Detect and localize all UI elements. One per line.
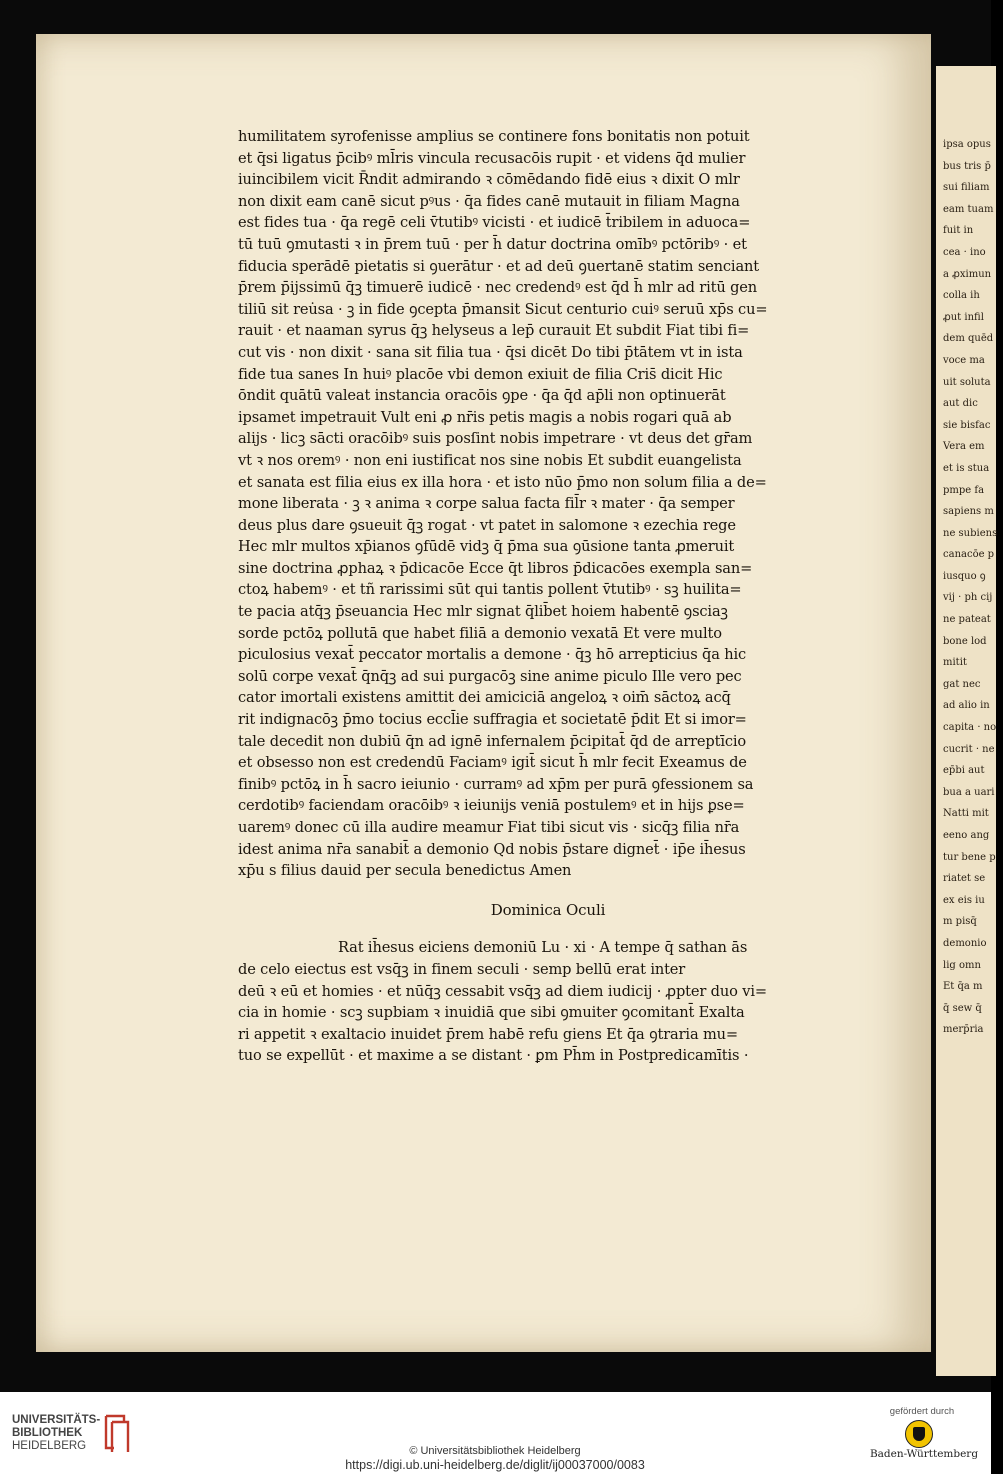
text-line: et sanata est filia eius ex illa hora · et isto nūo p̄mo non solum filia a de= xyxy=(238,473,767,491)
text-line: voce ma xyxy=(943,354,985,366)
text-line: fiducia sperādē pietatis si ꝯuerātur · et ad deū ꝯuertanē statim senciant xyxy=(238,257,759,275)
text-line: riatet se xyxy=(943,873,986,885)
paragraph-1 xyxy=(238,126,858,882)
text-line: et is stua xyxy=(943,462,990,474)
text-line: cucrit · ne xyxy=(943,743,995,755)
text-line: ōndit quātū valeat instancia oracōis ꝯpe · q̄a q̄d ap̄li non optinuerāt xyxy=(238,387,726,405)
text-line: a ꝓximun xyxy=(943,268,992,280)
text-line: m pisq̄ xyxy=(943,916,977,928)
text-line: dem quēd xyxy=(943,333,994,345)
text-line: ꝓut infil xyxy=(943,311,984,323)
logo-line-1: UNIVERSITÄTS- xyxy=(12,1414,101,1426)
text-line: sie bisfac xyxy=(943,419,991,431)
coat-of-arms-icon xyxy=(905,1420,933,1448)
text-line: est fides tua · q̄a regē celi v̄tutibꝰ vicisti · et iudicē t̄ribilem in aduoca= xyxy=(238,214,751,232)
logo-line-3: HEIDELBERG xyxy=(12,1440,87,1452)
text-line: uaremꝰ donec cū illa audire meamur Fiat tibi sicut vis · sicq̄ꝫ filia nr̄a xyxy=(238,819,740,836)
funder-name: Baden-Württemberg xyxy=(869,1448,979,1460)
text-line: piculosius vexat̄ peccator mortalis a demone · q̄ꝫ hō arrepticius q̄a hic xyxy=(238,646,747,664)
text-line: vij · ph cij xyxy=(943,592,993,604)
text-line: bua a uari xyxy=(943,786,995,798)
text-line: tale decedit non dubiū q̄n ad ignē infernalem p̄cipitat̄ q̄d de arreptīcio xyxy=(238,732,747,750)
text-line: ne pateat xyxy=(943,614,991,626)
text-line: fide tua sanes In huiꝰ placōe vbi demon exiuit de filia Cris̄ dicit Hic xyxy=(238,365,723,383)
text-line: humilitatem syrofenisse amplius se continere fons bonitatis non potuit xyxy=(238,128,750,145)
text-line: ctoꝝ habemꝰ · et tñ rarissimi sūt qui tantis pollent v̄tutibꝰ · sꝫ huilita= xyxy=(238,581,742,599)
text-line: Rat ih̄esus eiciens demoniū Lu · xi · A tempe q̄ sathan ās xyxy=(338,939,748,957)
text-line: Hec mlr multos xp̄ianos ꝯfūdē vidꝫ q̄ p̄ma sua ꝯūsione tanta ꝓmeruit xyxy=(238,538,735,556)
text-line: tiliū sit reu̇sa · ꝫ in fide ꝯcepta p̄mansit Sicut centurio cuiꝰ seruū xp̄s cu= xyxy=(238,300,768,318)
text-line: bus tris p̄ xyxy=(943,160,991,172)
text-line: cator imortali existens amittit dei amiciciā angeloꝝ ꝛ oim̄ sāctoꝝ acq̄ xyxy=(238,689,731,707)
text-line: ipsamet impetrauit Vult eni ꝓ nr̄is petis magis a nobis rogari quā ab xyxy=(238,408,732,426)
permalink-url[interactable]: https://digi.ub.uni-heidelberg.de/diglit/ij00037000/0083 xyxy=(345,1458,645,1472)
text-line: non dixit eam canē sicut pꝰus · q̄a fides canē mutauit in filiam Magna xyxy=(238,192,740,210)
text-line: fuit in xyxy=(943,225,974,237)
footer-credits xyxy=(280,1444,710,1472)
text-line: xp̄u s filius dauid per secula benedictus Amen xyxy=(238,862,572,880)
text-line: gat nec xyxy=(943,678,981,690)
text-line: alijs · licꝫ sācti oracōibꝰ suis posſint nobis impetrare · vt deus det gr̄am xyxy=(238,430,753,448)
text-line: tur bene p xyxy=(943,851,996,863)
text-line: tuo se expellūt · et maxime a se distant · ꝑm Ph̄m in Postpredicamītis · xyxy=(238,1047,749,1065)
text-line: iuincibilem vicit R̄ndit admirando ꝛ cōmēdando fidē eius ꝛ dixit O mlr xyxy=(238,171,740,189)
text-line: finibꝰ pctōꝝ in h̄ sacro ieiunio · curramꝰ ad xp̄m per purā ꝯfessionem sa xyxy=(238,775,754,793)
facing-page-text xyxy=(943,136,1003,1043)
text-line: et q̄si ligatus p̄cibꝰ ml̄ris vincula recusacōis rupit · et videns q̄d mulier xyxy=(238,149,746,167)
text-line: canacōe p xyxy=(943,549,995,561)
text-line: tū tuū ꝯmutasti ꝛ in p̄rem tuū · per h̄ datur doctrina omībꝰ pctōribꝰ · et xyxy=(238,235,747,253)
library-logo-icon xyxy=(102,1412,130,1452)
text-line: uit soluta xyxy=(943,376,991,388)
text-line: mitit xyxy=(943,657,967,669)
text-line: q̄ sew q̄ xyxy=(943,1002,982,1014)
text-line: deū ꝛ eū et homies · et nūq̄ꝫ cessabit vsq̄ꝫ ad diem iudicij · ꝓpter duo vi= xyxy=(238,982,767,1000)
text-line: eam tuam xyxy=(943,203,994,215)
text-line: et obsesso non est credendū Faciamꝰ igit̄ sicut h̄ mlr fecit Exeamus de xyxy=(238,754,747,772)
text-line: rauit · et naaman syrus q̄ꝫ helyseus a lep̄ curauit Et subdit Fiat tibi fi= xyxy=(238,322,750,340)
text-line: iusquo ꝯ xyxy=(943,570,986,582)
library-logo-text xyxy=(12,1414,102,1453)
text-line: deus plus dare ꝯsueuit q̄ꝫ rogat · vt patet in salomone ꝛ ezechia rege xyxy=(238,516,736,534)
text-line: sorde pctōꝝ pollutā que habet filiā a demonio vexatā Et vere multo xyxy=(238,624,722,642)
section-heading: Dominica Oculi xyxy=(490,900,606,919)
logo-line-2: BIBLIOTHEK xyxy=(12,1427,83,1439)
text-line: Vera em xyxy=(943,441,985,453)
text-line: ri appetit ꝛ exaltacio inuidet p̄rem habē refu giens Et q̄a ꝯtraria mu= xyxy=(238,1025,738,1043)
footer-bar xyxy=(0,1392,991,1474)
text-line: solū corpe vexat̄ q̄nq̄ꝫ ad sui purgacōꝫ sine anime piculo Ille vero pec xyxy=(238,667,742,685)
text-line: ne subiens xyxy=(943,527,998,539)
funded-by-label: gefördert durch xyxy=(889,1406,955,1417)
text-line: lig omn xyxy=(943,959,981,971)
paragraph-2 xyxy=(238,937,858,1067)
text-line: ex eis iu xyxy=(943,894,985,906)
text-line: ep̄bi aut xyxy=(943,765,985,777)
text-line: ipsa opus xyxy=(943,139,991,150)
facing-page-edge xyxy=(936,66,996,1376)
text-line: p̄rem p̄ijssimū q̄ꝫ timuerē iudicē · nec credendꝰ est q̄d h̄ mlr ad ritū gen xyxy=(238,279,758,297)
text-line: demonio xyxy=(943,937,987,949)
text-line: sine doctrina ꝓphaꝝ ꝛ p̄dicacōe Ecce q̄t libros p̄dicacōes exempla san= xyxy=(238,559,753,577)
page-text-block xyxy=(238,126,858,1067)
text-line: cut vis · non dixit · sana sit filia tua · q̄si dicēt Do tibi p̄tātem vt in ista xyxy=(238,343,743,361)
text-line: Natti mit xyxy=(943,808,989,820)
text-line: te pacia atq̄ꝫ p̄seuancia Hec mlr signat q̄lib̄et hoiem habentē ꝯsciaꝫ xyxy=(238,603,728,621)
text-line: cerdotibꝰ faciendam oracōibꝰ ꝛ ieiunijs veniā postulemꝰ et in hijs ꝑse= xyxy=(238,797,745,815)
copyright-text: © Universitätsbibliothek Heidelberg xyxy=(409,1445,581,1457)
text-line: Et q̄a m xyxy=(943,981,983,993)
text-line: eeno ang xyxy=(943,830,990,841)
text-line: idest anima nr̄a sanabit̄ a demonio Qd nobis p̄stare dignet̄ · ip̄e ih̄esus xyxy=(238,840,746,858)
text-line: merp̄ria xyxy=(943,1024,984,1036)
text-line: sui filiam xyxy=(943,182,990,194)
text-line: bone lod xyxy=(943,635,987,647)
text-line: de celo eiectus est vsq̄ꝫ in finem seculi · semp bellū erat inter xyxy=(238,960,686,978)
text-line: colla ih xyxy=(943,290,980,302)
text-line: vt ꝛ nos oremꝰ · non eni iustificat nos sine nobis Et subdit euangelista xyxy=(238,451,742,469)
text-line: capita · no xyxy=(943,722,997,734)
text-line: aut dic xyxy=(943,398,978,410)
text-line: cea · ino xyxy=(943,246,986,258)
text-line: mone liberata · ꝫ ꝛ anima ꝛ corpe salua facta fil̄r ꝛ mater · q̄a semper xyxy=(238,495,735,513)
text-line: ad alio in xyxy=(943,700,990,712)
text-line: pmpe fa xyxy=(943,484,985,496)
text-line: sapiens m xyxy=(943,506,994,518)
text-line: rit indignacōꝫ p̄mo tocius eccl̄ie suffragia et societatē p̄dit Et si imor= xyxy=(238,711,747,729)
text-line: cia in homie · scꝫ supbiam ꝛ inuidiā que sibi ꝯmuiter ꝯcomitant̄ Exalta xyxy=(238,1004,745,1022)
